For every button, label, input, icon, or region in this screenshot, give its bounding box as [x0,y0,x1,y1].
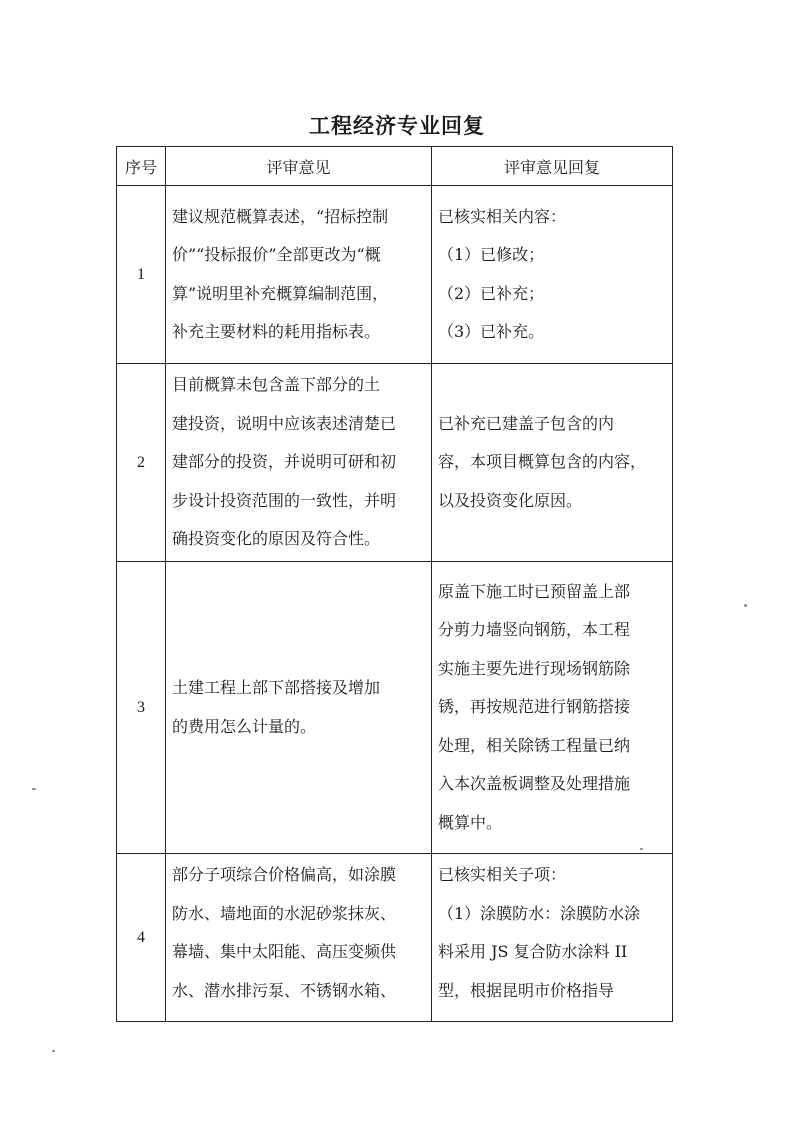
reply-line: 处理，相关除锈工程量已纳 [438,735,631,755]
opinion-cell [166,562,432,854]
reply-cell [432,854,673,1022]
reply-line: （1）已修改； [438,245,545,264]
opinion-line: 幕墙、集中太阳能、高压变频供 [172,942,397,961]
opinion-line: 算”说明里补充概算编制范围， [172,283,389,303]
reply-cell [432,364,673,562]
reply-line: （2）已补充； [438,283,545,303]
opinion-line: 建部分的投资，并说明可研和初 [172,452,397,472]
reply-line: 锈，再按规范进行钢筋搭接 [438,697,631,717]
reply-line: 入本次盖板调整及处理措施 [438,774,631,794]
opinion-cell [166,364,432,562]
header-no: 序号 [117,147,166,186]
reply-cell [432,562,673,854]
opinion-line: 土建工程上部下部搭接及增加 [172,678,381,697]
opinion-line: 目前概算未包含盖下部分的土 [172,375,381,395]
reply-line: 型，根据昆明市价格指导 [438,980,615,1000]
reply-line: 已核实相关子项： [438,865,567,884]
opinion-line: 价”“投标报价”全部更改为“概 [172,245,381,264]
scan-speck [640,848,643,850]
opinion-cell [166,186,432,364]
opinion-line: 步设计投资范围的一致性，并明 [172,490,397,510]
reply-cell [432,186,673,364]
reply-line: 实施主要先进行现场钢筋除 [438,658,631,678]
row-number: 1 [117,186,166,364]
scan-speck [32,788,36,790]
review-table [116,146,673,1022]
row-number: 2 [117,364,166,562]
reply-line: 料采用 JS 复合防水涂料 II [438,942,628,961]
row-number: 4 [117,854,166,1022]
opinion-cell [166,854,432,1022]
header-opinion: 评审意见 [166,147,432,186]
header-reply: 评审意见回复 [432,147,673,186]
table-header-row [117,147,673,186]
reply-line: 分剪力墙竖向钢筋，本工程 [438,620,631,640]
reply-line: 容，本项目概算包含的内容， [438,452,647,472]
table-row [117,562,673,854]
reply-line: （1）涂膜防水：涂膜防水涂 [438,903,641,923]
opinion-line: 的费用怎么计量的。 [172,716,317,736]
reply-line: 以及投资变化原因。 [438,490,583,510]
reply-line: 已核实相关内容： [438,206,567,226]
opinion-line: 部分子项综合价格偏高，如涂膜 [172,865,397,884]
scan-speck [744,604,747,607]
opinion-line: 补充主要材料的耗用指标表。 [172,322,381,341]
reply-line: （3）已补充。 [438,322,545,341]
opinion-line: 建投资，说明中应该表述清楚已 [172,413,397,433]
reply-line: 已补充已建盖子包含的内 [438,413,615,433]
page-title: 工程经济专业回复 [309,114,485,138]
table-row [117,854,673,1022]
opinion-line: 建议规范概算表述，“招标控制 [172,206,389,226]
reply-line: 原盖下施工时已预留盖上部 [438,581,631,601]
opinion-line: 水、潜水排污泵、不锈钢水箱、 [172,980,397,1000]
table-row [117,186,673,364]
opinion-line: 防水、墙地面的水泥砂浆抹灰、 [172,903,397,923]
opinion-line: 确投资变化的原因及符合性。 [172,529,381,549]
row-number: 3 [117,562,166,854]
reply-line: 概算中。 [438,812,503,832]
table-row [117,364,673,562]
scan-speck [52,1050,55,1052]
